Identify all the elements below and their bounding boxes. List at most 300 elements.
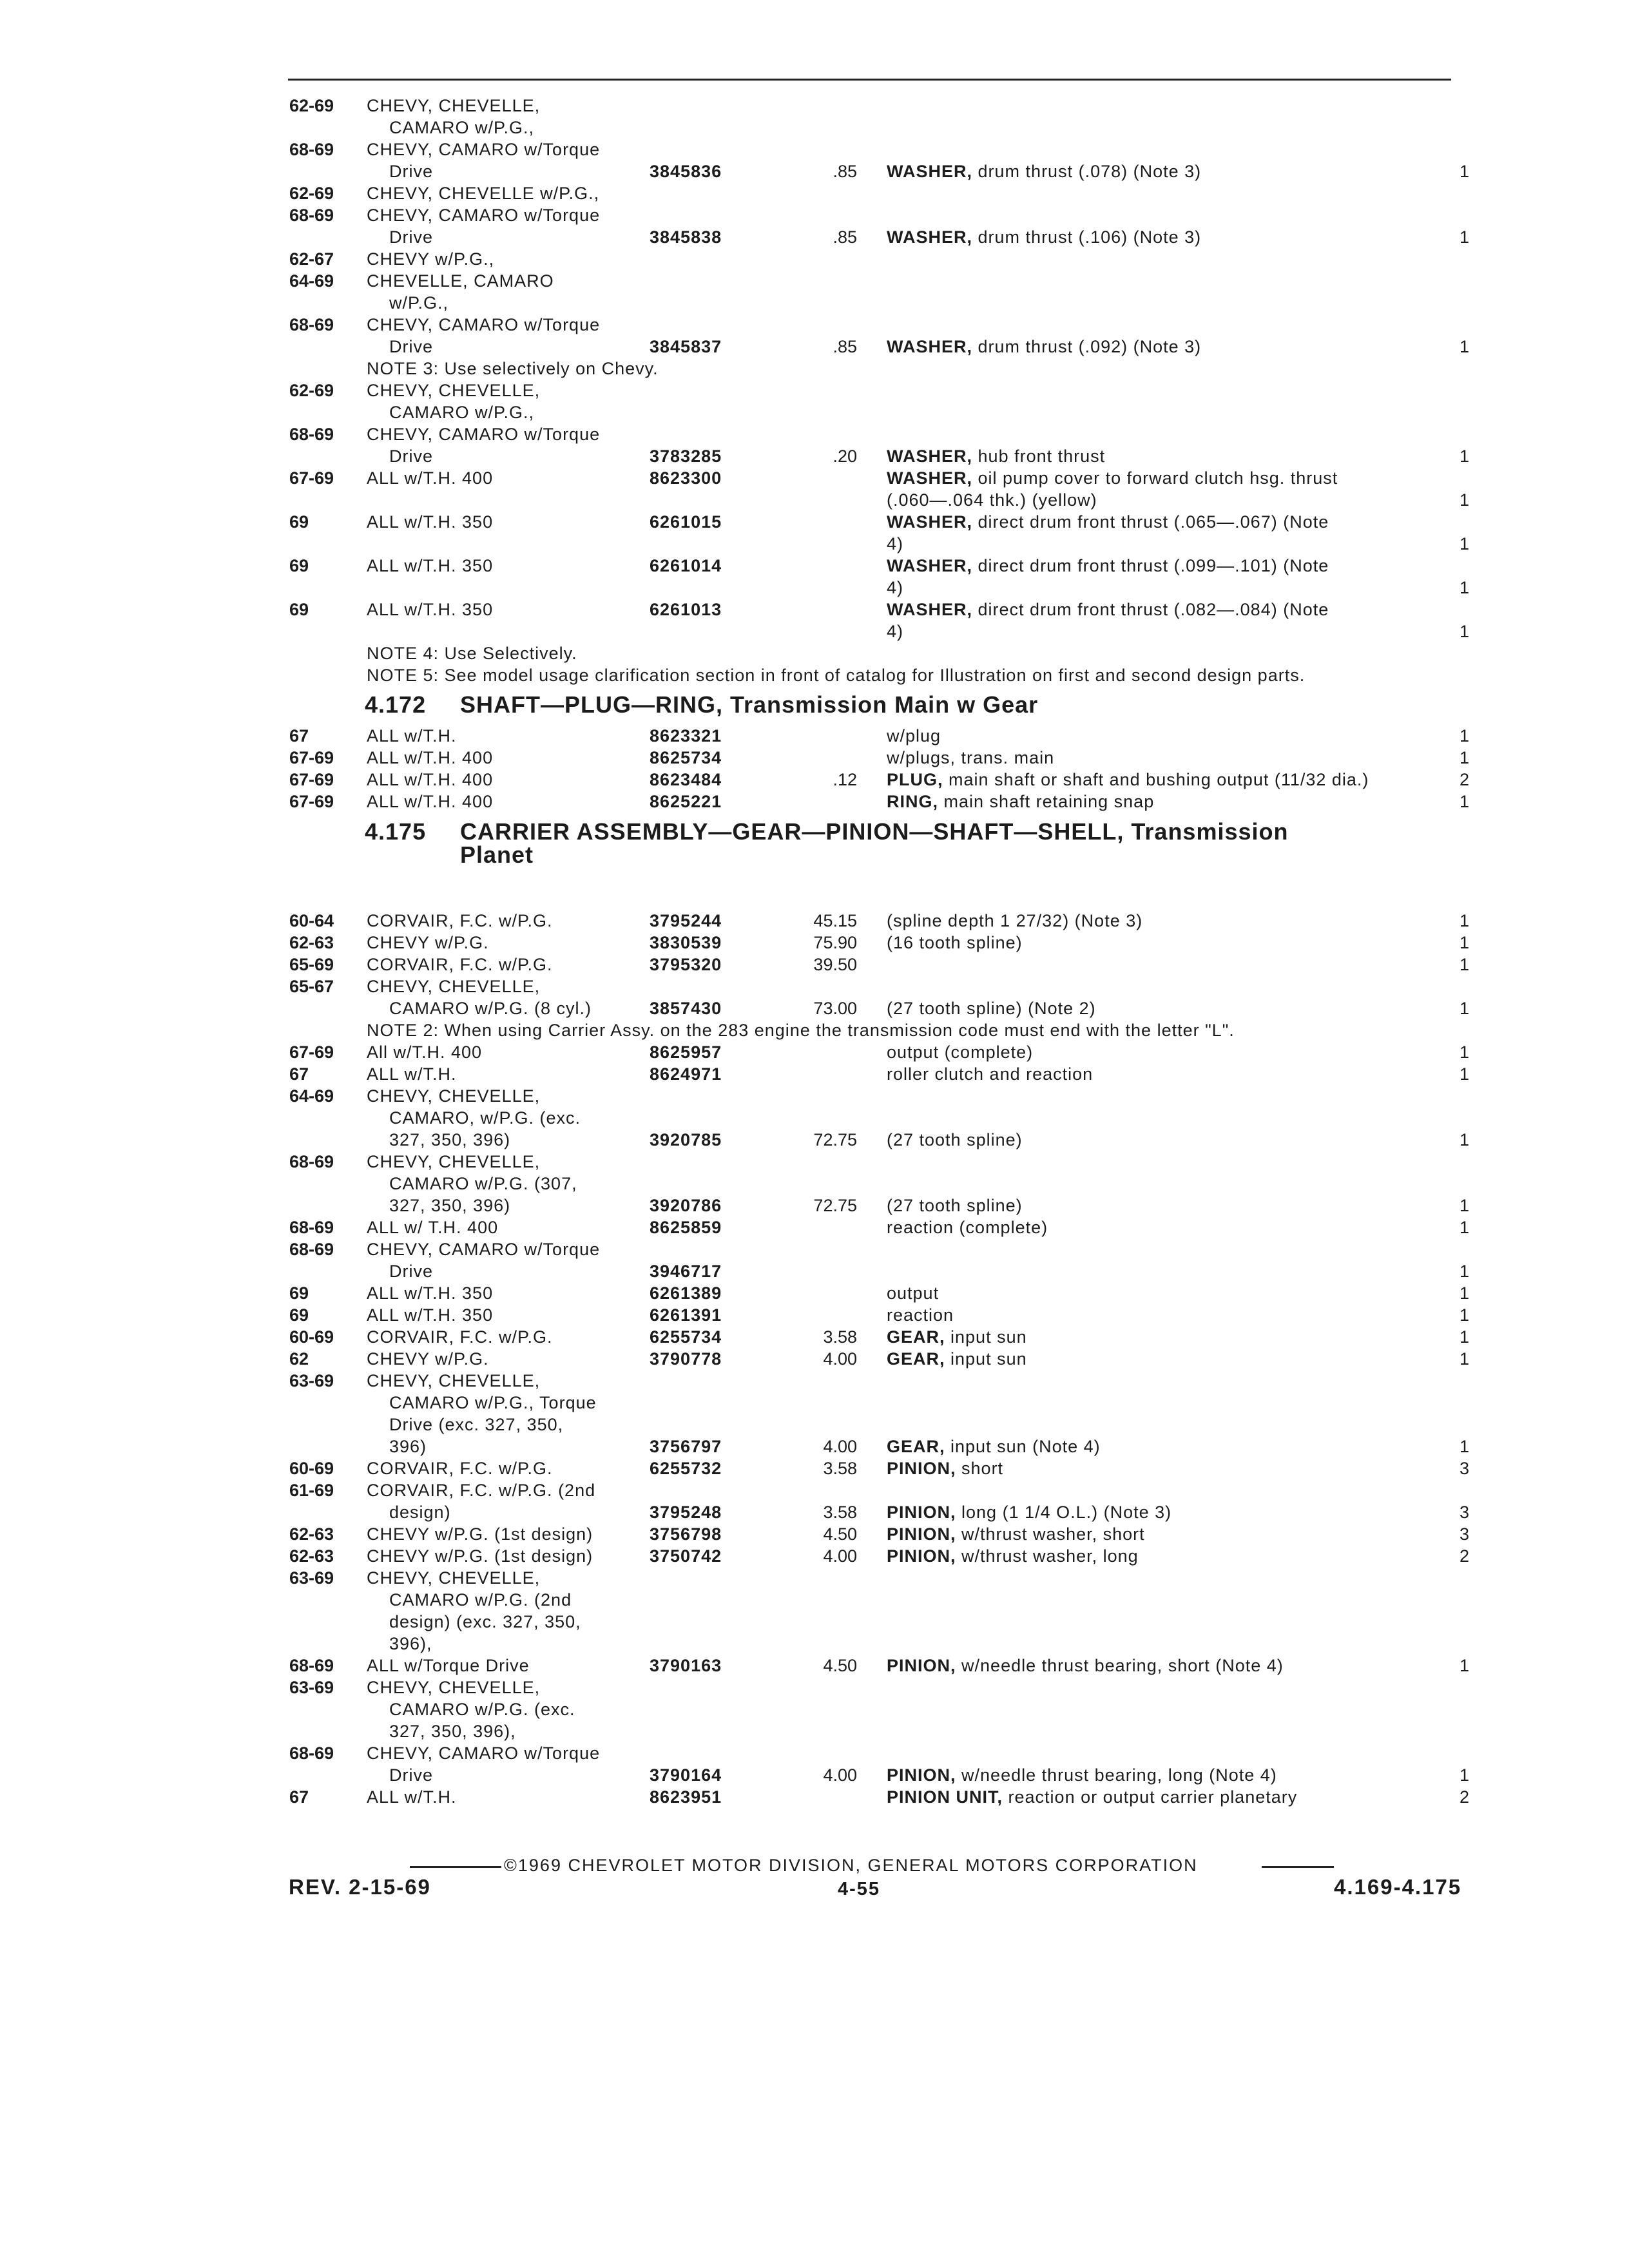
parts-row — [0, 1457, 1629, 1479]
application: CHEVY w/P.G., — [367, 249, 495, 269]
application: CHEVY, CHEVELLE, — [367, 1568, 541, 1588]
part-number: 3790778 — [650, 1349, 722, 1369]
application: CHEVY, CHEVELLE, — [367, 96, 541, 115]
description-text: (27 tooth spline) — [887, 1130, 1023, 1149]
application: CHEVY, CHEVELLE, — [367, 977, 541, 996]
model-years: 63-69 — [289, 1371, 334, 1390]
part-name: GEAR, — [887, 1437, 945, 1456]
application: ALL w/T.H. — [367, 1787, 457, 1807]
quantity: 2 — [1459, 1546, 1469, 1566]
quantity: 1 — [1459, 911, 1469, 930]
model-years: 68-69 — [289, 1240, 334, 1259]
parts-row — [0, 489, 1629, 511]
part-number: 6255734 — [650, 1327, 722, 1347]
part-number: 3845838 — [650, 227, 722, 247]
part-number: 8625221 — [650, 792, 722, 811]
part-name: WASHER, — [887, 227, 973, 247]
model-years: 65-69 — [289, 955, 334, 974]
parts-row — [0, 533, 1629, 555]
parts-row — [0, 1786, 1629, 1808]
model-years: 62-63 — [289, 933, 334, 952]
part-description — [887, 1523, 1145, 1545]
part-number: 3830539 — [650, 933, 722, 952]
application: 396), — [389, 1634, 432, 1653]
application: ALL w/T.H. — [367, 726, 457, 745]
application: CHEVY, CHEVELLE, — [367, 1371, 541, 1390]
section-title: SHAFT—PLUG—RING, Transmission Main w Gear — [460, 691, 1039, 718]
part-name: WASHER, — [887, 162, 973, 181]
part-description — [887, 932, 1023, 954]
part-description — [887, 1195, 1023, 1216]
parts-row — [0, 1282, 1629, 1304]
model-years: 60-69 — [289, 1459, 334, 1478]
parts-row — [0, 1107, 1629, 1129]
part-number: 6261013 — [650, 600, 722, 619]
quantity: 1 — [1459, 1437, 1469, 1456]
part-description — [887, 769, 1369, 791]
parts-row — [0, 1216, 1629, 1238]
part-description — [887, 226, 1201, 248]
application: CHEVY w/P.G. (1st design) — [367, 1524, 593, 1544]
part-name: PINION, — [887, 1524, 956, 1544]
model-years: 68-69 — [289, 140, 334, 159]
description-text: hub front thrust — [978, 447, 1106, 466]
model-years: 67-69 — [289, 748, 334, 767]
parts-row — [0, 1063, 1629, 1085]
part-name: PINION UNIT, — [887, 1787, 1003, 1807]
application: ALL w/T.H. 400 — [367, 468, 494, 488]
part-number: 6261389 — [650, 1283, 722, 1303]
application: CHEVY w/P.G. — [367, 1349, 489, 1369]
model-years: 69 — [289, 512, 309, 532]
application: ALL w/T.H. 350 — [367, 512, 494, 532]
parts-row — [0, 511, 1629, 533]
quantity: 1 — [1459, 1218, 1469, 1237]
parts-row — [0, 1523, 1629, 1545]
application: CAMARO w/P.G., Torque — [389, 1393, 597, 1412]
model-years: 68-69 — [289, 1656, 334, 1675]
application: ALL w/ T.H. 400 — [367, 1218, 499, 1237]
quantity: 3 — [1459, 1524, 1469, 1544]
application: Drive — [389, 227, 434, 247]
parts-row — [0, 160, 1629, 182]
parts-row — [0, 336, 1629, 358]
part-description — [887, 791, 1154, 812]
part-number: 3920785 — [650, 1130, 722, 1149]
model-years: 67-69 — [289, 1043, 334, 1062]
parts-row — [0, 292, 1629, 314]
top-rule — [288, 79, 1451, 81]
part-description — [887, 467, 1338, 489]
application: CHEVY, CHEVELLE, — [367, 1086, 541, 1106]
part-name: WASHER, — [887, 600, 973, 619]
application: 396) — [389, 1437, 427, 1456]
list-price: .85 — [833, 162, 857, 181]
quantity: 3 — [1459, 1503, 1469, 1522]
parts-row — [0, 1742, 1629, 1764]
parts-row — [0, 791, 1629, 812]
parts-row — [0, 270, 1629, 292]
list-price: 39.50 — [813, 955, 857, 974]
part-description — [887, 1501, 1171, 1523]
part-number: 3920786 — [650, 1196, 722, 1215]
model-years: 62-69 — [289, 381, 334, 400]
quantity: 2 — [1459, 1787, 1469, 1807]
parts-row — [0, 401, 1629, 423]
part-number: 3750742 — [650, 1546, 722, 1566]
list-price: 72.75 — [813, 1196, 857, 1215]
part-description — [887, 1457, 1003, 1479]
description-text: reaction or output carrier planetary — [1008, 1787, 1298, 1807]
model-years: 67-69 — [289, 468, 334, 488]
part-description — [887, 489, 1097, 511]
part-number: 3790163 — [650, 1656, 722, 1675]
parts-row — [0, 1041, 1629, 1063]
part-number: 8623300 — [650, 468, 722, 488]
description-text: (.060—.064 thk.) (yellow) — [887, 490, 1097, 510]
model-years: 63-69 — [289, 1678, 334, 1697]
quantity: 1 — [1459, 227, 1469, 247]
part-number: 8625859 — [650, 1218, 722, 1237]
part-description — [887, 533, 903, 555]
part-name: PINION, — [887, 1656, 956, 1675]
application: CORVAIR, F.C. w/P.G. — [367, 1459, 553, 1478]
description-text: (spline depth 1 27/32) (Note 3) — [887, 911, 1143, 930]
part-number: 3795244 — [650, 911, 722, 930]
part-name: WASHER, — [887, 337, 973, 356]
parts-row — [0, 445, 1629, 467]
application: ALL w/T.H. 350 — [367, 600, 494, 619]
part-description — [887, 1282, 939, 1304]
parts-row — [0, 577, 1629, 599]
quantity: 1 — [1459, 1656, 1469, 1675]
description-text: w/plug — [887, 726, 941, 745]
part-name: PINION, — [887, 1765, 956, 1785]
quantity: 1 — [1459, 955, 1469, 974]
quantity: 1 — [1459, 162, 1469, 181]
description-text: drum thrust (.092) (Note 3) — [978, 337, 1202, 356]
description-text: (27 tooth spline) (Note 2) — [887, 999, 1096, 1018]
description-text: (16 tooth spline) — [887, 933, 1023, 952]
part-number: 3756797 — [650, 1437, 722, 1456]
model-years: 67-69 — [289, 792, 334, 811]
application: CHEVY, CAMARO w/Torque — [367, 425, 601, 444]
application: CAMARO w/P.G. (8 cyl.) — [389, 999, 592, 1018]
part-name: GEAR, — [887, 1327, 945, 1347]
model-years: 64-69 — [289, 1086, 334, 1106]
parts-row — [0, 599, 1629, 620]
part-description — [887, 1063, 1093, 1085]
model-years: 69 — [289, 556, 309, 575]
description-text: long (1 1/4 O.L.) (Note 3) — [961, 1503, 1172, 1522]
model-years: 68-69 — [289, 425, 334, 444]
application: design) (exc. 327, 350, — [389, 1612, 581, 1631]
part-description — [887, 1786, 1297, 1808]
model-years: 65-67 — [289, 977, 334, 996]
application: CORVAIR, F.C. w/P.G. — [367, 955, 553, 974]
parts-row — [0, 1304, 1629, 1326]
application: design) — [389, 1503, 451, 1522]
application: ALL w/T.H. 350 — [367, 1283, 494, 1303]
parts-row — [0, 725, 1629, 747]
part-number: 8624971 — [650, 1064, 722, 1084]
model-years: 67 — [289, 726, 309, 745]
list-price: 72.75 — [813, 1130, 857, 1149]
part-description — [887, 1545, 1139, 1567]
quantity: 2 — [1459, 770, 1469, 789]
application: CAMARO w/P.G. (2nd — [389, 1590, 572, 1610]
description-text: direct drum front thrust (.065—.067) (Note — [978, 512, 1329, 532]
quantity: 1 — [1459, 726, 1469, 745]
application: CAMARO w/P.G. (307, — [389, 1174, 577, 1193]
application: Drive — [389, 337, 434, 356]
description-text: input sun — [950, 1327, 1027, 1347]
part-number: 8625957 — [650, 1043, 722, 1062]
parts-row — [0, 975, 1629, 997]
quantity: 1 — [1459, 1130, 1469, 1149]
part-description — [887, 1041, 1033, 1063]
parts-row — [0, 910, 1629, 932]
parts-row — [0, 555, 1629, 577]
application: Drive — [389, 1765, 434, 1785]
description-text: 4) — [887, 622, 904, 641]
description-text: (27 tooth spline) — [887, 1196, 1023, 1215]
parts-row — [0, 932, 1629, 954]
footer-page-number: 4-55 — [838, 1879, 881, 1899]
description-text: short — [961, 1459, 1004, 1478]
part-description — [887, 1216, 1048, 1238]
part-number: 8623484 — [650, 770, 722, 789]
part-number: 3790164 — [650, 1765, 722, 1785]
part-name: PINION, — [887, 1459, 956, 1478]
model-years: 64-69 — [289, 271, 334, 291]
description-text: direct drum front thrust (.099—.101) (Note — [978, 556, 1329, 575]
list-price: .85 — [833, 337, 857, 356]
parts-row — [0, 95, 1629, 117]
note-line — [0, 664, 1629, 686]
quantity: 1 — [1459, 1327, 1469, 1347]
part-name: WASHER, — [887, 512, 973, 532]
quantity: 1 — [1459, 748, 1469, 767]
part-description — [887, 747, 1054, 769]
model-years: 60-64 — [289, 911, 334, 930]
description-text: input sun (Note 4) — [950, 1437, 1101, 1456]
description-text: input sun — [950, 1349, 1027, 1369]
section-number: 4.172 — [365, 691, 427, 718]
model-years: 68-69 — [289, 1744, 334, 1763]
model-years: 69 — [289, 600, 309, 619]
part-number: 8623951 — [650, 1787, 722, 1807]
quantity: 1 — [1459, 1196, 1469, 1215]
application: Drive — [389, 162, 434, 181]
parts-row — [0, 1611, 1629, 1633]
parts-row — [0, 1129, 1629, 1151]
list-price: .85 — [833, 227, 857, 247]
application: CAMARO w/P.G. (exc. — [389, 1700, 575, 1719]
parts-row — [0, 954, 1629, 975]
list-price: 75.90 — [813, 933, 857, 952]
part-number: 3783285 — [650, 447, 722, 466]
description-text: main shaft retaining snap — [943, 792, 1155, 811]
footer-copyright: ©1969 CHEVROLET MOTOR DIVISION, GENERAL MOTORS CORPORATION — [504, 1856, 1198, 1875]
application: Drive (exc. 327, 350, — [389, 1415, 564, 1434]
part-name: WASHER, — [887, 447, 973, 466]
description-text: drum thrust (.106) (Note 3) — [978, 227, 1202, 247]
parts-row — [0, 204, 1629, 226]
model-years: 68-69 — [289, 315, 334, 334]
parts-row — [0, 1173, 1629, 1195]
model-years: 62-67 — [289, 249, 334, 269]
parts-row — [0, 1085, 1629, 1107]
part-name: PLUG, — [887, 770, 943, 789]
part-name: PINION, — [887, 1546, 956, 1566]
list-price: 3.58 — [823, 1459, 857, 1478]
description-text: direct drum front thrust (.082—.084) (Note — [978, 600, 1329, 619]
part-description — [887, 1764, 1277, 1786]
parts-row — [0, 1720, 1629, 1742]
application: ALL w/T.H. 350 — [367, 556, 494, 575]
note-text: NOTE 2: When using Carrier Assy. on the 283 engine the transmission code must end with the letter "L". — [367, 1021, 1235, 1040]
part-description — [887, 336, 1201, 358]
application: CORVAIR, F.C. w/P.G. (2nd — [367, 1481, 596, 1500]
description-text: roller clutch and reaction — [887, 1064, 1094, 1084]
quantity: 1 — [1459, 490, 1469, 510]
list-price: 4.50 — [823, 1656, 857, 1675]
parts-row — [0, 1501, 1629, 1523]
part-description — [887, 1655, 1284, 1677]
parts-row — [0, 997, 1629, 1019]
description-text: reaction (complete) — [887, 1218, 1048, 1237]
footer-rule-right — [1262, 1866, 1334, 1868]
parts-row — [0, 1260, 1629, 1282]
part-description — [887, 1436, 1101, 1457]
application: ALL w/T.H. 400 — [367, 770, 494, 789]
parts-row — [0, 1195, 1629, 1216]
list-price: 45.15 — [813, 911, 857, 930]
note-text: NOTE 5: See model usage clarification section in front of catalog for Illustration on first and second design parts. — [367, 666, 1306, 685]
list-price: 4.50 — [823, 1524, 857, 1544]
part-number: 3845836 — [650, 162, 722, 181]
list-price: 3.58 — [823, 1327, 857, 1347]
parts-row — [0, 1238, 1629, 1260]
parts-row — [0, 467, 1629, 489]
part-number: 3795320 — [650, 955, 722, 974]
description-text: drum thrust (.078) (Note 3) — [978, 162, 1202, 181]
note-line — [0, 1019, 1629, 1041]
application: CHEVY w/P.G. — [367, 933, 489, 952]
application: CHEVY, CHEVELLE, — [367, 1678, 541, 1697]
footer-rule-left — [410, 1866, 501, 1868]
note-text: NOTE 4: Use Selectively. — [367, 644, 577, 663]
application: CHEVY, CAMARO w/Torque — [367, 315, 601, 334]
description-text: output (complete) — [887, 1043, 1034, 1062]
model-years: 62 — [289, 1349, 309, 1369]
section-title-continued: Planet — [460, 841, 534, 868]
parts-row — [0, 1677, 1629, 1698]
parts-row — [0, 747, 1629, 769]
quantity: 1 — [1459, 337, 1469, 356]
application: CAMARO, w/P.G. (exc. — [389, 1108, 581, 1128]
parts-row — [0, 182, 1629, 204]
part-number: 3845837 — [650, 337, 722, 356]
parts-row — [0, 117, 1629, 139]
parts-row — [0, 1655, 1629, 1677]
part-number: 6261015 — [650, 512, 722, 532]
footer-section-range: 4.169-4.175 — [1334, 1875, 1462, 1899]
part-description — [887, 725, 941, 747]
model-years: 62-69 — [289, 184, 334, 203]
parts-row — [0, 1589, 1629, 1611]
application: CHEVY, CHEVELLE, — [367, 1152, 541, 1171]
quantity: 1 — [1459, 578, 1469, 597]
parts-row — [0, 314, 1629, 336]
description-text: main shaft or shaft and bushing output (11/32 dia.) — [949, 770, 1369, 789]
quantity: 1 — [1459, 622, 1469, 641]
list-price: .20 — [833, 447, 857, 466]
application: CAMARO w/P.G., — [389, 118, 535, 137]
quantity: 1 — [1459, 933, 1469, 952]
list-price: 4.00 — [823, 1437, 857, 1456]
list-price: 3.58 — [823, 1503, 857, 1522]
list-price: 73.00 — [813, 999, 857, 1018]
part-description — [887, 511, 1329, 533]
quantity: 1 — [1459, 1305, 1469, 1325]
application: 327, 350, 396) — [389, 1130, 511, 1149]
parts-row — [0, 1348, 1629, 1370]
part-name: WASHER, — [887, 556, 973, 575]
part-number: 6255732 — [650, 1459, 722, 1478]
description-text: w/needle thrust bearing, short (Note 4) — [961, 1656, 1284, 1675]
part-description — [887, 577, 903, 599]
parts-row — [0, 1479, 1629, 1501]
part-description — [887, 1326, 1027, 1348]
application: CORVAIR, F.C. w/P.G. — [367, 1327, 553, 1347]
part-description — [887, 445, 1105, 467]
parts-row — [0, 1436, 1629, 1457]
model-years: 68-69 — [289, 206, 334, 225]
list-price: 4.00 — [823, 1546, 857, 1566]
parts-row — [0, 226, 1629, 248]
part-number: 3756798 — [650, 1524, 722, 1544]
section-number: 4.175 — [365, 818, 427, 845]
parts-row — [0, 1545, 1629, 1567]
model-years: 67 — [289, 1787, 309, 1807]
part-number: 3946717 — [650, 1262, 722, 1281]
part-name: RING, — [887, 792, 939, 811]
parts-row — [0, 1633, 1629, 1655]
quantity: 1 — [1459, 1262, 1469, 1281]
part-number: 8623321 — [650, 726, 722, 745]
model-years: 60-69 — [289, 1327, 334, 1347]
application: CHEVY, CAMARO w/Torque — [367, 1240, 601, 1259]
parts-row — [0, 1567, 1629, 1589]
parts-row — [0, 380, 1629, 401]
parts-row — [0, 248, 1629, 270]
part-number: 6261014 — [650, 556, 722, 575]
application: Drive — [389, 447, 434, 466]
part-description — [887, 620, 903, 642]
description-text: 4) — [887, 578, 904, 597]
model-years: 68-69 — [289, 1152, 334, 1171]
application: w/P.G., — [389, 293, 449, 312]
quantity: 1 — [1459, 534, 1469, 553]
application: 327, 350, 396), — [389, 1722, 516, 1741]
application: CHEVY, CAMARO w/Torque — [367, 206, 601, 225]
parts-row — [0, 1151, 1629, 1173]
quantity: 1 — [1459, 1283, 1469, 1303]
application: CHEVY, CAMARO w/Torque — [367, 140, 601, 159]
note-line — [0, 642, 1629, 664]
